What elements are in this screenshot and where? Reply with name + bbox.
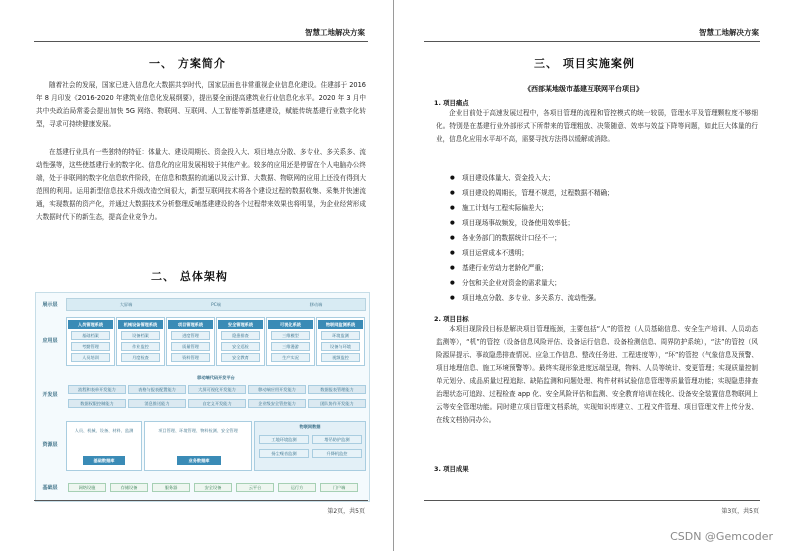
item3-label: 3. 项目成果 bbox=[434, 465, 469, 473]
page-right bbox=[394, 0, 787, 551]
app-system-column bbox=[316, 317, 365, 366]
app-module: 质量管理 bbox=[171, 342, 210, 351]
show-item: 大屏端 bbox=[119, 302, 133, 307]
app-system-title: 人员管理系统 bbox=[68, 320, 113, 329]
app-system-column bbox=[216, 317, 265, 366]
header-rule bbox=[34, 41, 368, 42]
app-module: 视频监控 bbox=[321, 353, 360, 362]
dev-capability: 团队协作开发能力 bbox=[308, 399, 366, 408]
dev-capability: 数据权限控制能力 bbox=[68, 399, 126, 408]
resource-business-db bbox=[144, 421, 252, 471]
item1-paragraph: 企业目前处于高速发展过程中，各项目管理的流程和管控模式的统一较弱，管理水平及管理颗粒度不够细化。特别是在基建行业外部形式下所带来的管理粗放、决策随意、效率与效益下降等问题，如此巨大体量的行业，信息化应用水平却不高，需要寻找方法得以缓解或消除。 bbox=[436, 109, 758, 143]
pain-point-item: ● 分包和关企业对资金的需求量大； bbox=[462, 277, 561, 289]
dev-capability: 移动端应用开发能力 bbox=[248, 385, 306, 394]
app-system-column bbox=[66, 317, 115, 366]
pain-point-item: ● 项目现场事故频发，设备使用效率低； bbox=[462, 217, 574, 229]
infrastructure-item: 网络设施 bbox=[68, 483, 106, 492]
resource-text: 项目管理、环境管理、物料检测、安全管理 bbox=[158, 428, 238, 433]
section3-title: 三、 项目实施案例 bbox=[534, 57, 635, 70]
pain-point-item: ● 各业务部门的数据统计口径不一； bbox=[462, 232, 561, 244]
pain-point-item: ● 项目建设体量大、资金投入大； bbox=[462, 172, 554, 184]
arch-label: 基础层 bbox=[42, 485, 58, 491]
app-system-title: 安全管理系统 bbox=[218, 320, 263, 329]
pain-point-item: ● 项目建设的周期长，管理不规范，过程数据不精确； bbox=[462, 187, 614, 199]
arch-row-base bbox=[36, 479, 369, 497]
arch-label: 应用层 bbox=[42, 338, 58, 344]
dev-capability: 企业级安全管控能力 bbox=[248, 399, 306, 408]
page-header: 智慧工地解决方案 bbox=[699, 28, 759, 37]
arch-label: 资源层 bbox=[42, 442, 58, 448]
infrastructure-item: 运行方 bbox=[278, 483, 316, 492]
arch-label: 展示层 bbox=[42, 302, 58, 308]
app-module: 环境监测 bbox=[321, 331, 360, 340]
app-system-title: 机械设备管理系统 bbox=[118, 320, 163, 329]
page-header: 智慧工地解决方案 bbox=[305, 28, 365, 37]
header-rule bbox=[424, 41, 760, 42]
resource-caption: 基础数据库 bbox=[83, 456, 125, 465]
watermark: CSDN @Gemcoder bbox=[670, 530, 773, 543]
app-system-title: 项目管理系统 bbox=[168, 320, 213, 329]
page-footer: 第2页，共5页 bbox=[327, 508, 365, 515]
iot-item: 扬尘噪音监测 bbox=[259, 449, 309, 458]
dev-capability: 自定义开发能力 bbox=[188, 399, 246, 408]
item2-label: 2. 项目目标 bbox=[434, 315, 469, 323]
app-system-title: 可视化系统 bbox=[268, 320, 313, 329]
app-module: 进度管理 bbox=[171, 331, 210, 340]
arch-row-dev bbox=[36, 373, 369, 417]
app-module: 安全巡检 bbox=[221, 342, 260, 351]
architecture-diagram bbox=[35, 292, 370, 502]
app-module: 生产实况 bbox=[271, 353, 310, 362]
platform-title: 移动端代码开发平台 bbox=[197, 375, 235, 380]
app-system-title: 物联网监测系统 bbox=[318, 320, 363, 329]
iot-item: 塔吊防护监测 bbox=[312, 435, 362, 444]
resource-base-db bbox=[66, 421, 142, 471]
dev-capability: 消息推送能力 bbox=[128, 399, 186, 408]
case-title: 《西部某地级市基建互联网平台项目》 bbox=[524, 85, 643, 93]
app-module: 基础档案 bbox=[71, 331, 110, 340]
show-item: PC端 bbox=[211, 302, 221, 307]
app-module: 安全教育 bbox=[221, 353, 260, 362]
arch-row-app bbox=[36, 315, 369, 367]
app-module: 三维模型 bbox=[271, 331, 310, 340]
app-module: 人员培训 bbox=[71, 353, 110, 362]
intro-paragraph-1: 随着社会的发展，国家已进入信息化大数据共享时代，国家层面也非常重视企业信息化建设。住建部于 2016 年 8 月印发《2016-2020 年建筑业信息化发展纲要》，提出要全面提高建筑业行业信息化水平。2020 年 3 月中共中央政治局常委会提出加快 5G 网络、物联网、互联网、人工智能等新基建建设，赋能传统基建行业数字化转型，寻求可持续健康发展。 bbox=[36, 81, 366, 128]
infrastructure-item: 存储设备 bbox=[110, 483, 148, 492]
arch-label: 开发层 bbox=[42, 392, 58, 398]
pain-point-item: ● 项目地点分散、多专业、多关系方、流动性强。 bbox=[462, 292, 600, 304]
app-module: 资料管理 bbox=[171, 353, 210, 362]
app-module: 三维漫游 bbox=[271, 342, 310, 351]
footer-rule bbox=[424, 500, 760, 501]
infrastructure-item: 云平台 bbox=[236, 483, 274, 492]
pain-point-item: ● 基建行业劳动力老龄化严重； bbox=[462, 262, 548, 274]
app-system-column bbox=[116, 317, 165, 366]
app-module: 考勤管理 bbox=[71, 342, 110, 351]
page-left bbox=[0, 0, 393, 551]
show-item: 移动端 bbox=[309, 302, 323, 307]
infrastructure-item: 门户端 bbox=[320, 483, 358, 492]
resource-caption: 业务数据库 bbox=[177, 456, 221, 465]
app-module: 设备档案 bbox=[121, 331, 160, 340]
resource-text: 人员、机械、设备、材料、监测 bbox=[74, 428, 134, 433]
resource-iot bbox=[254, 421, 366, 471]
footer-rule bbox=[34, 500, 368, 501]
page-footer: 第3页，共5页 bbox=[721, 508, 759, 515]
dev-capability: 大屏可视化开发能力 bbox=[188, 385, 246, 394]
intro-paragraph-2: 在基建行业具有一些独特的特征：体量大、建设周期长、资金投入大、项目地点分散、多专业、多关系多、流动性强等，这些使基建行业的数字化、信息化的应用发展相较于其他产业。较多的应用还是停留在个人电脑办公终端，处于非联网的数字化信息软件阶段，在信息和数据的流通以及云计算、大数据、物联网的应用上还没有得到大范围的利用。运用新型信息技术升级改造空间很大，新型互联网技术将各个建设过程的数据收集、采集并快速流通，实现数据的资产化，并通过大数据技术分析整理反哺基建建设的各个过程带来效果也将明显，为企业经营形成大数据时代下的新生态，提高企业竞争力。 bbox=[36, 148, 366, 221]
app-module: 隐患排查 bbox=[221, 331, 260, 340]
item2-paragraph: 本项目现阶段目标是解决项目管理瓶颈，主要包括“人”的管控（人员基础信息、安全生产培训、人员动态监测等），“机”的管控（设备信息风险评估、设备运行信息、设备检测信息、周界防护系统），“法”的管控（风险源屏提示、事故隐患排查情况、应急工作信息、整改任务进、工程进度等），“环”的管控（气象信息及预警、项目地理信息、施工环境预警等）。最终实现形象进度远端呈现，物料、人员等统计、变更管理；实现质量控制单元划分、成品质量过程追踪、缺陷监测和问题处理、构件材料试验信息管理等质量管理功能；实现隐患排查治理状态可追踪、过程检查 app 化、安全风险评估和监测、安全教育培训在线化、设备安全装置信息物联网上云等安全管理功能。同时建立项目管理文档系统，实现知识库建立、工程文件管理、项目管理文件上传分发、在线文档协同办公。 bbox=[436, 325, 758, 424]
infrastructure-item: 安全设备 bbox=[194, 483, 232, 492]
iot-title: 物联网数据 bbox=[299, 424, 321, 429]
infrastructure-item: 服务器 bbox=[152, 483, 190, 492]
pain-point-item: ● 项目运营成本不透明； bbox=[462, 247, 528, 259]
app-system-column bbox=[166, 317, 215, 366]
arch-row-resource bbox=[36, 419, 369, 473]
app-module: 月度检查 bbox=[121, 353, 160, 362]
dev-capability: 数据报表管理能力 bbox=[308, 385, 366, 394]
dev-capability: 表格与报表配置能力 bbox=[128, 385, 186, 394]
iot-item: 工地环境监测 bbox=[259, 435, 309, 444]
pain-point-item: ● 施工计划与工程实际偏差大； bbox=[462, 202, 548, 214]
item1-label: 1. 项目痛点 bbox=[434, 99, 469, 107]
app-module: 设备与环境 bbox=[321, 342, 360, 351]
dev-capability: 流程和表单开发能力 bbox=[68, 385, 126, 394]
app-system-column bbox=[266, 317, 315, 366]
iot-item: 升降机监控 bbox=[312, 449, 362, 458]
section2-title: 二、 总体架构 bbox=[151, 270, 228, 283]
app-module: 作业监控 bbox=[121, 342, 160, 351]
section1-title: 一、 方案简介 bbox=[149, 57, 226, 70]
arch-row-show bbox=[36, 297, 369, 311]
